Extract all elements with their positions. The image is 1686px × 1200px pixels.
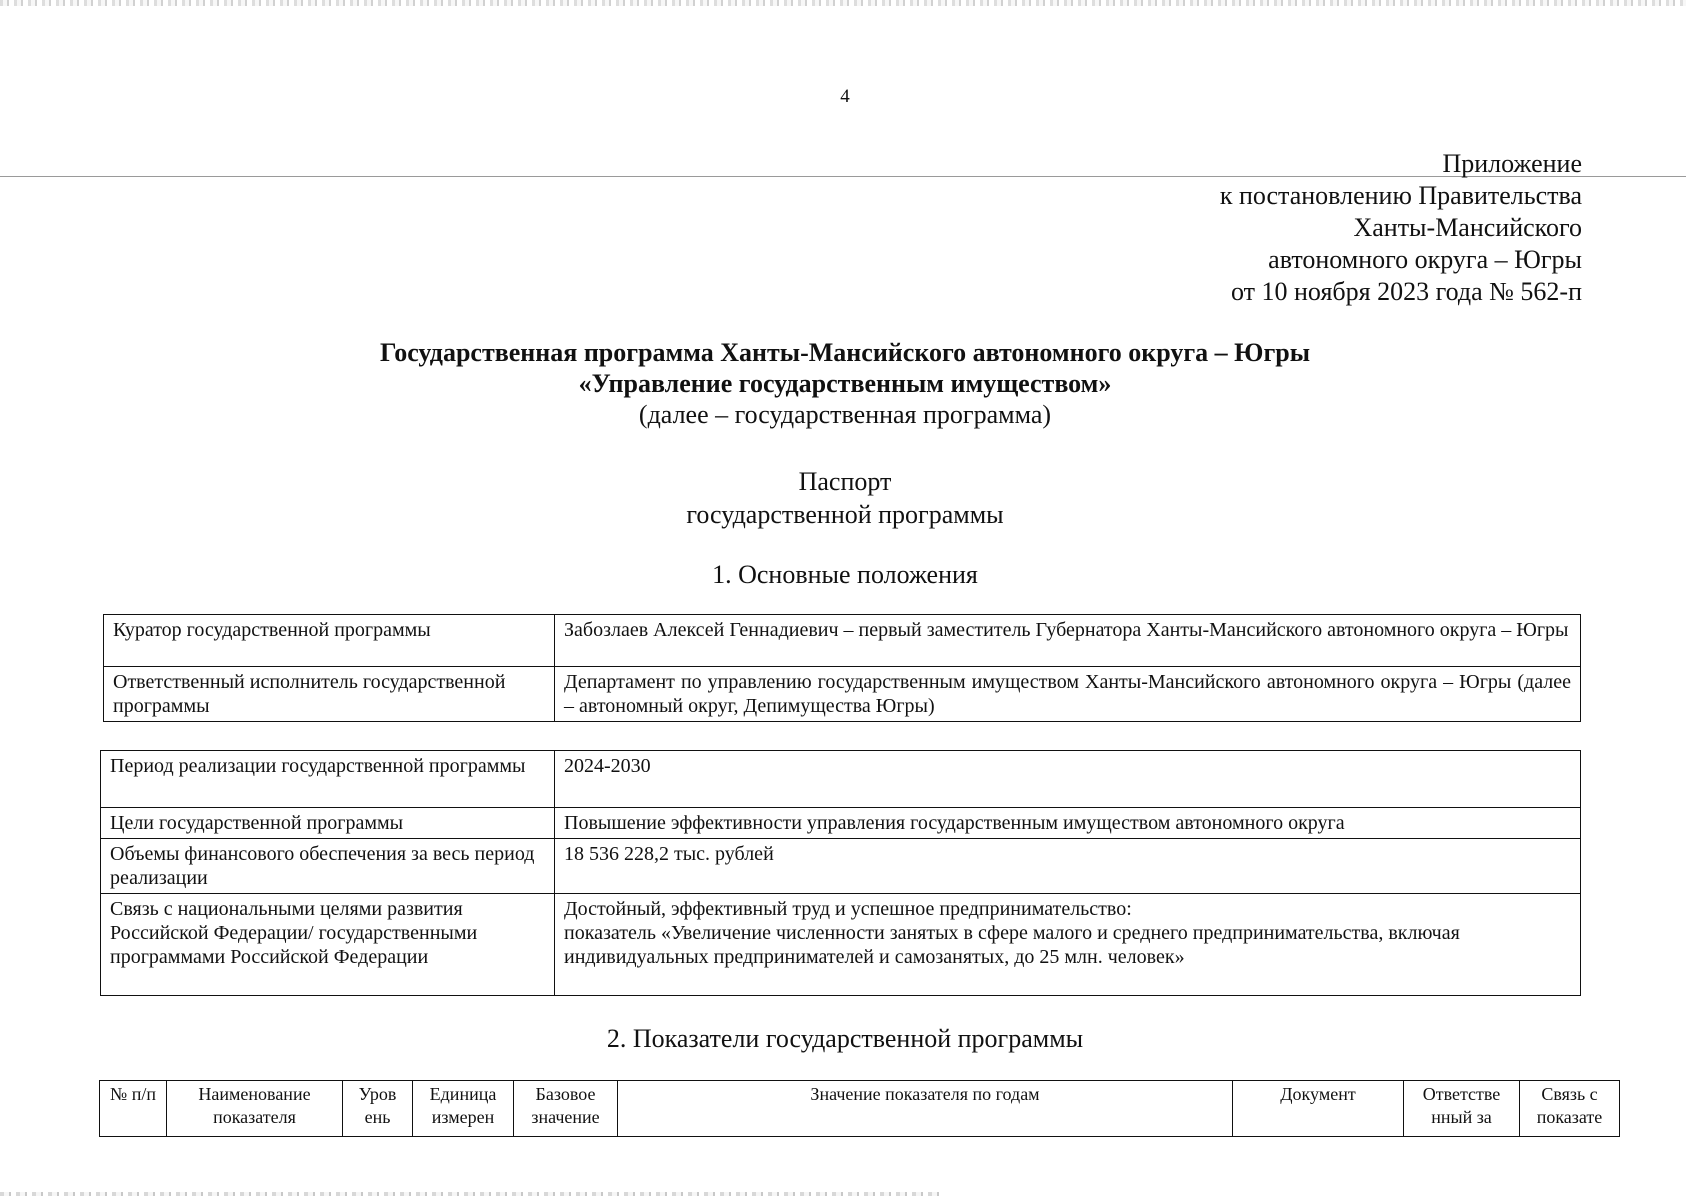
indicators-table bbox=[99, 1080, 1620, 1137]
col-header-doc: Документ bbox=[1233, 1081, 1404, 1137]
scan-artifact-bottom bbox=[0, 1192, 940, 1196]
row-label: Связь с национальными целями развития Российской Федерации/ государственными программами Российской Федерации bbox=[101, 894, 555, 996]
table-header-row bbox=[100, 1081, 1620, 1137]
program-details-table bbox=[100, 750, 1581, 996]
row-label: Объемы финансового обеспечения за весь период реализации bbox=[101, 839, 555, 894]
title-line-1: Государственная программа Ханты-Мансийского автономного округа – Югры bbox=[379, 338, 1311, 367]
title-line-3: (далее – государственная программа) bbox=[638, 400, 1052, 429]
row-label: Период реализации государственной программы bbox=[101, 751, 555, 808]
col-header-link: Связь с показате bbox=[1520, 1081, 1620, 1137]
row-value: Забозлаев Алексей Геннадиевич – первый заместитель Губернатора Ханты-Мансийского автономного округа – Югры bbox=[555, 615, 1581, 667]
col-header-values: Значение показателя по годам bbox=[618, 1081, 1233, 1137]
appendix-line: автономного округа – Югры bbox=[1268, 245, 1582, 274]
document-title bbox=[0, 337, 1686, 430]
row-label: Цели государственной программы bbox=[101, 808, 555, 839]
section-1-heading: 1. Основные положения bbox=[712, 560, 978, 589]
passport-heading bbox=[0, 465, 1686, 531]
col-header-resp: Ответстве нный за bbox=[1404, 1081, 1520, 1137]
section-2-heading: 2. Показатели государственной программы bbox=[606, 1024, 1084, 1053]
table-row bbox=[101, 894, 1581, 996]
scan-artifact-top bbox=[0, 0, 1686, 6]
col-header-unit: Единица измерен bbox=[413, 1081, 514, 1137]
row-label: Ответственный исполнитель государственной программы bbox=[104, 667, 555, 722]
table-row bbox=[101, 751, 1581, 808]
table-row bbox=[104, 615, 1581, 667]
row-value: 18 536 228,2 тыс. рублей bbox=[555, 839, 1581, 894]
value-line-1: Достойный, эффективный труд и успешное предпринимательство: bbox=[564, 898, 1132, 920]
row-value: Повышение эффективности управления государственным имуществом автономного округа bbox=[555, 808, 1581, 839]
value-line-2: показатель «Увеличение численности занятых в сфере малого и среднего предпринимательства, включая индивидуальных предпринимателей и самозанятых, до 25 млн. человек» bbox=[564, 922, 1460, 968]
passport-line-2: государственной программы bbox=[686, 500, 1004, 529]
col-header-name: Наименование показателя bbox=[167, 1081, 343, 1137]
table-row bbox=[101, 839, 1581, 894]
table-row bbox=[104, 667, 1581, 722]
col-header-num: № п/п bbox=[100, 1081, 167, 1137]
row-label: Куратор государственной программы bbox=[104, 615, 555, 667]
page-number: 4 bbox=[840, 86, 850, 107]
appendix-line: Ханты-Мансийского bbox=[1353, 213, 1582, 242]
appendix-line: к постановлению Правительства bbox=[1219, 181, 1582, 210]
col-header-base: Базовое значение bbox=[514, 1081, 618, 1137]
basic-info-table bbox=[103, 614, 1581, 722]
row-value bbox=[555, 894, 1581, 996]
title-line-2: «Управление государственным имуществом» bbox=[578, 369, 1112, 398]
row-value: 2024-2030 bbox=[555, 751, 1581, 808]
col-header-level: Уров ень bbox=[343, 1081, 413, 1137]
row-value: Департамент по управлению государственным имуществом Ханты-Мансийского автономного округа – Югры (далее – автономный округ, Депимущества Югры) bbox=[555, 667, 1581, 722]
passport-line-1: Паспорт bbox=[798, 467, 892, 496]
table-row bbox=[101, 808, 1581, 839]
appendix-line: от 10 ноября 2023 года № 562-п bbox=[1231, 277, 1582, 306]
appendix-line: Приложение bbox=[1442, 149, 1582, 178]
appendix-block bbox=[1220, 148, 1582, 308]
